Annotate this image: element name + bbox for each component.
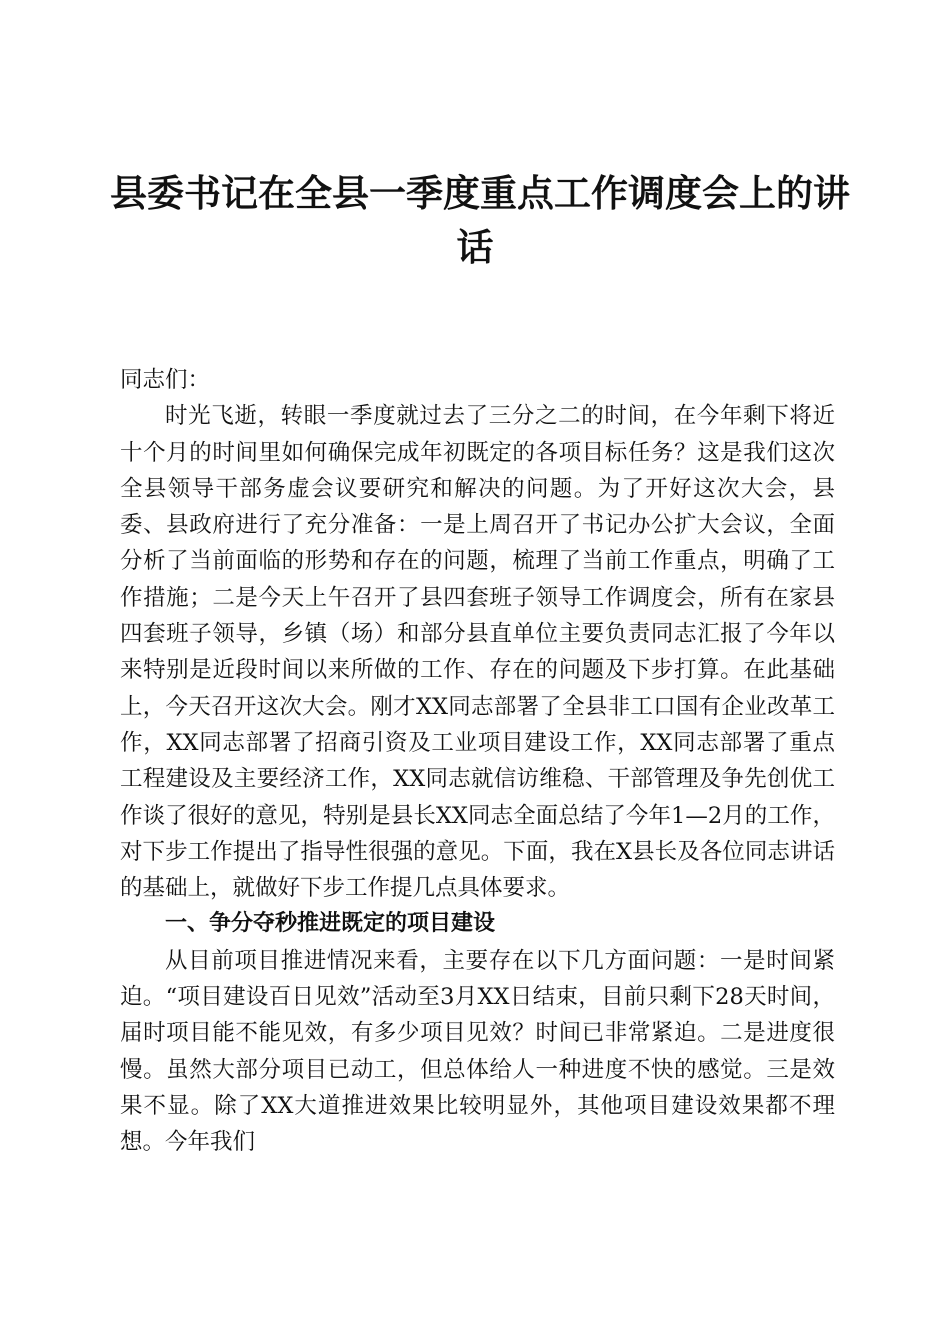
document-body: [120, 362, 835, 1161]
paragraph-2: 从目前项目推进情况来看，主要存在以下几方面问题：一是时间紧迫。“项目建设百日见效”活动至3月XX日结束，目前只剩下28天时间，届时项目能不能见效，有多少项目见效？时间已非常紧迫。二是进度很慢。虽然大部分项目已动工，但总体给人一种进度不快的感觉。三是效果不显。除了XX大道推进效果比较明显外，其他项目建设效果都不理想。今年我们: [120, 947, 835, 1156]
document-title: [110, 166, 850, 274]
salutation: 同志们：: [120, 367, 211, 393]
paragraph-1: 时光飞逝，转眼一季度就过去了三分之二的时间，在今年剩下将近十个月的时间里如何确保完成年初既定的各项目标任务？这是我们这次全县领导干部务虚会议要研究和解决的问题。为了开好这次大会，县委、县政府进行了充分准备：一是上周召开了书记办公扩大会议，全面分析了当前面临的形势和存在的问题，梳理了当前工作重点，明确了工作措施；二是今天上午召开了县四套班子领导工作调度会，所有在家县四套班子领导，乡镇（场）和部分县直单位主要负责同志汇报了今年以来特别是近段时间以来所做的工作、存在的问题及下步打算。在此基础上，今天召开这次大会。刚才XX同志部署了全县非工口国有企业改革工作，XX同志部署了招商引资及工业项目建设工作，XX同志部署了重点工程建设及主要经济工作，XX同志就信访维稳、干部管理及争先创优工作谈了很好的意见，特别是县长XX同志全面总结了今年1—2月的工作，对下步工作提出了指导性很强的意见。下面，我在X县长及各位同志讲话的基础上，就做好下步工作提几点具体要求。: [120, 403, 835, 902]
title-line-2: 话: [456, 225, 494, 269]
section-heading-1: 一、争分夺秒推进既定的项目建设: [165, 911, 496, 937]
title-line-1: 县委书记在全县一季度重点工作调度会上的讲: [110, 171, 850, 215]
